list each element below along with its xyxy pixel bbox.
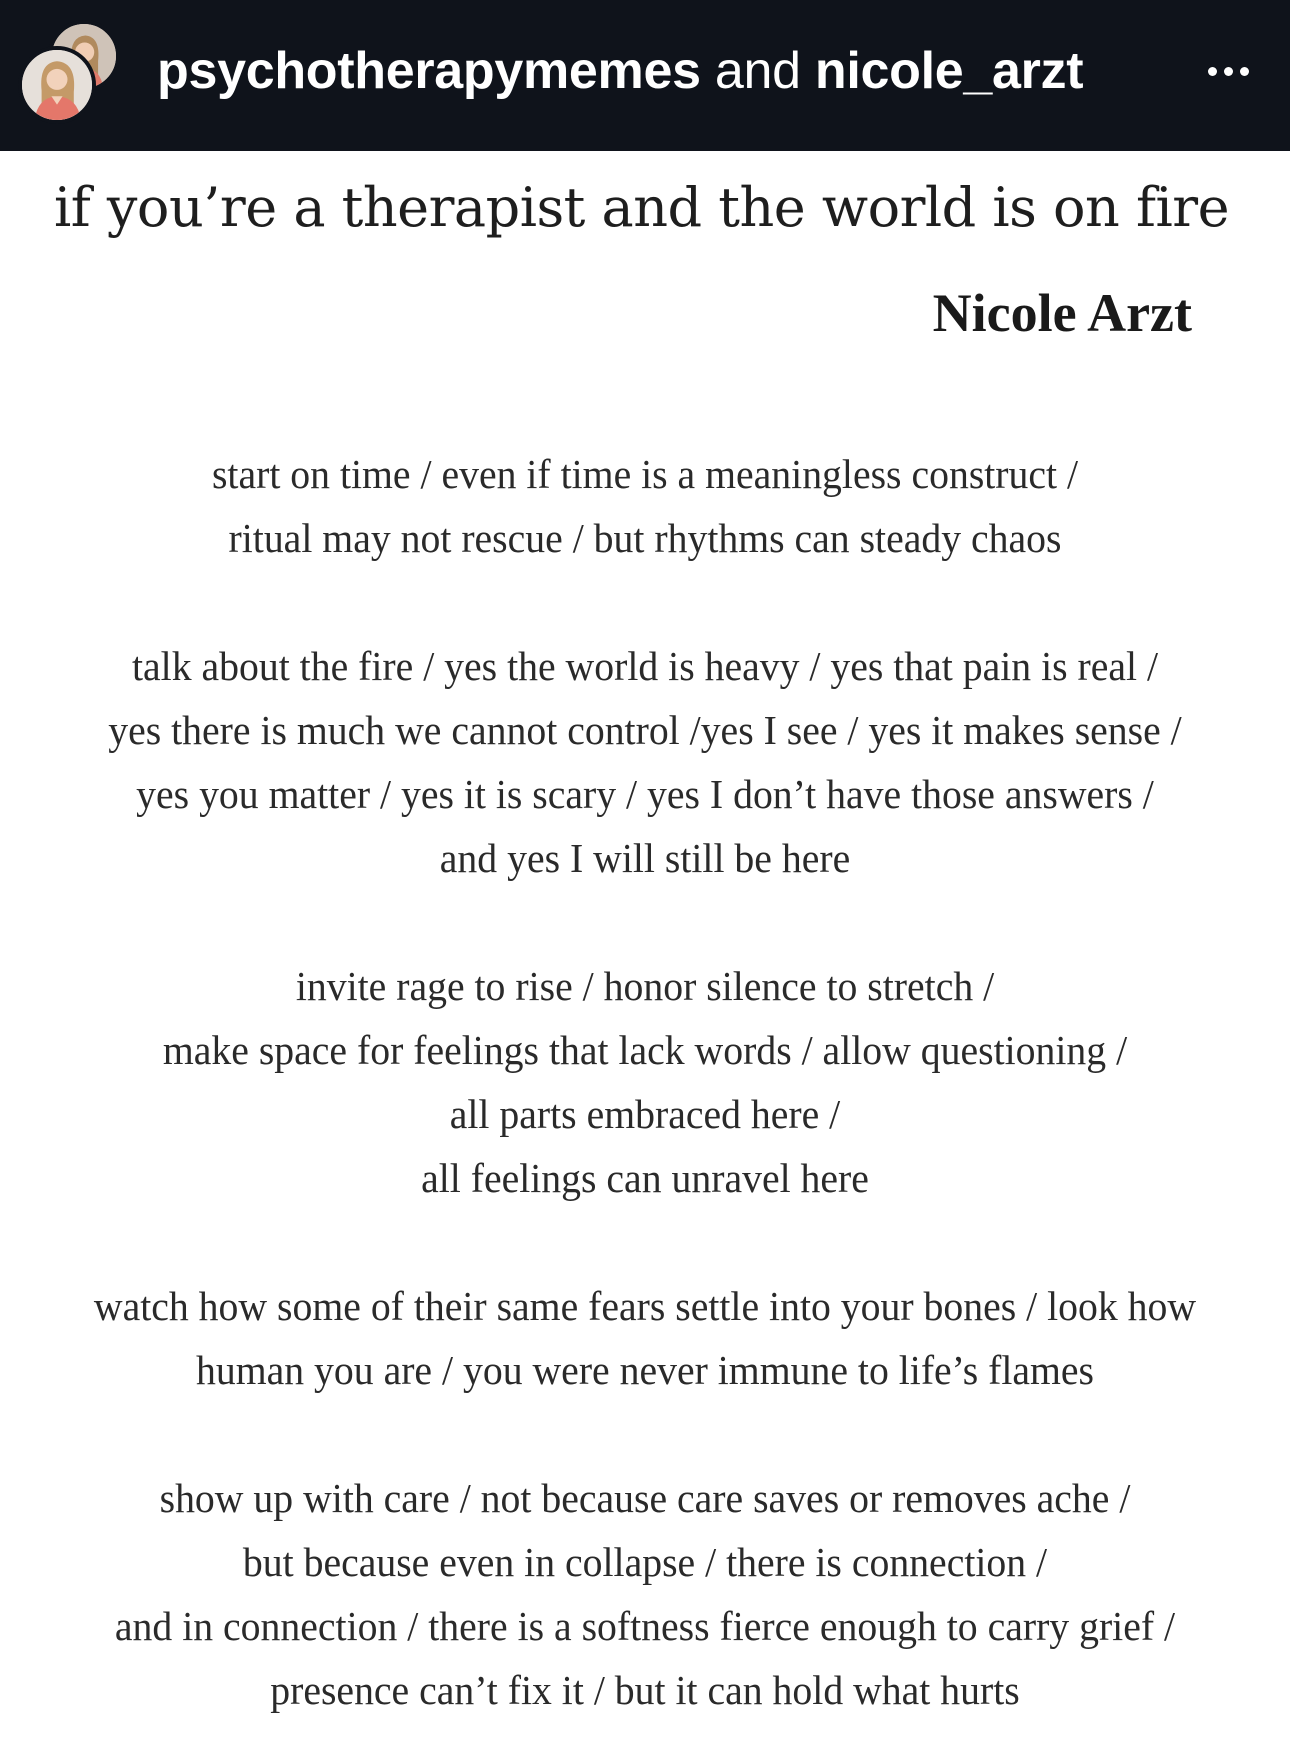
- collab-avatars[interactable]: [18, 20, 122, 124]
- username-primary[interactable]: psychotherapymemes: [157, 42, 701, 100]
- more-horizontal-icon: [1208, 67, 1249, 76]
- person-photo-icon: [22, 50, 92, 120]
- username-secondary[interactable]: nicole_arzt: [814, 42, 1084, 100]
- poem-line: presence can’t fix it / but it can hold what hurts: [270, 1667, 1020, 1713]
- poem-line: start on time / even if time is a meaningless construct /: [211, 451, 1079, 497]
- poem-line: human you are / you were never immune to life’s flames: [195, 1347, 1095, 1393]
- poem-line: yes you matter / yes it is scary / yes I don’t have those answers /: [136, 771, 1154, 817]
- username-conjunction: and: [714, 42, 801, 100]
- poem-body: [0, 442, 1290, 1758]
- poem-line: watch how some of their same fears settle into your bones / look how: [93, 1283, 1197, 1329]
- poem-title: if you’re a therapist and the world is on fire: [54, 176, 1230, 239]
- poem-line: and yes I will still be here: [439, 835, 851, 881]
- poem-line: show up with care / not because care saves or removes ache /: [159, 1475, 1131, 1521]
- poem-line: all parts embraced here /: [449, 1091, 841, 1137]
- poem-line: make space for feelings that lack words / allow questioning /: [162, 1027, 1128, 1073]
- post-header: [0, 0, 1290, 151]
- stanza-5: [0, 1466, 1290, 1722]
- poem-line: invite rage to rise / honor silence to stretch /: [295, 963, 995, 1009]
- avatar-primary[interactable]: [18, 46, 96, 124]
- poem-author: Nicole Arzt: [932, 283, 1192, 343]
- stanza-1: [0, 442, 1290, 570]
- poem-line: yes there is much we cannot control /yes I see / yes it makes sense /: [108, 707, 1182, 753]
- poem-line: but because even in collapse / there is connection /: [242, 1539, 1048, 1585]
- stanza-2: [0, 634, 1290, 890]
- poem-line: ritual may not rescue / but rhythms can steady chaos: [228, 515, 1062, 561]
- poem-line: all feelings can unravel here: [421, 1155, 869, 1201]
- collab-usernames: [157, 36, 1083, 106]
- stanza-4: [0, 1274, 1290, 1402]
- poem-line: and in connection / there is a softness fierce enough to carry grief /: [114, 1603, 1176, 1649]
- stanza-3: [0, 954, 1290, 1210]
- more-options-button[interactable]: [1198, 48, 1258, 94]
- poem-line: talk about the fire / yes the world is heavy / yes that pain is real /: [131, 643, 1159, 689]
